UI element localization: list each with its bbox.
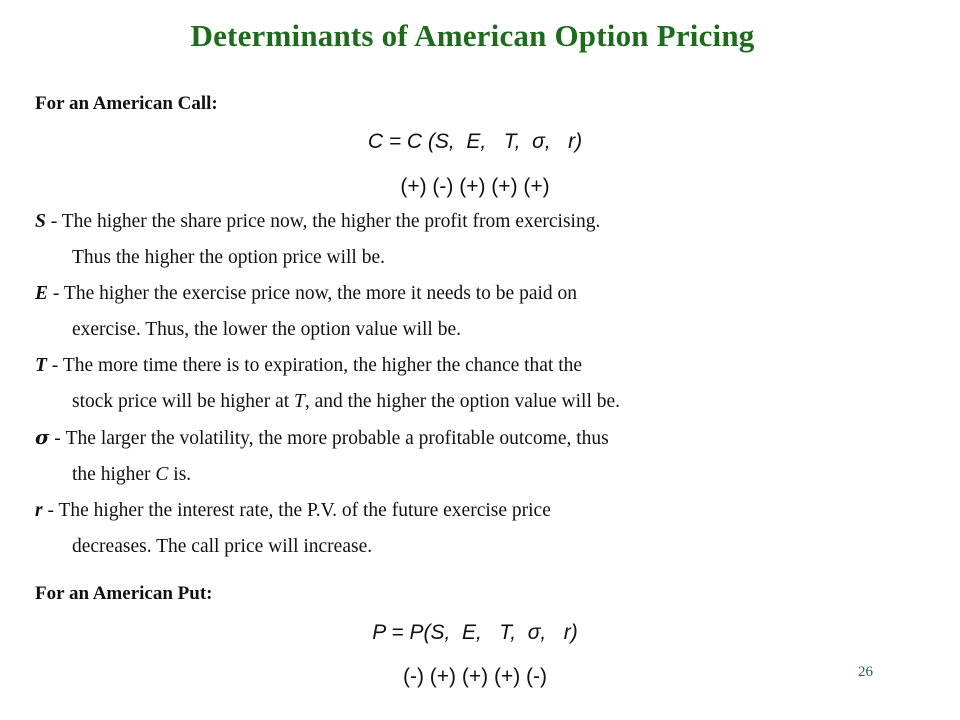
determinant-text: - The higher the share price now, the higher the profit from exercising. [45,211,601,232]
determinant-item-sigma [35,420,835,493]
determinant-variable: σ [35,426,50,449]
determinant-item-e [35,276,835,348]
determinant-continuation [35,457,835,493]
continuation-variable: C [155,464,169,485]
determinant-continuation: Thus the higher the option price will be. [72,247,386,268]
determinant-list [35,204,835,565]
determinant-continuation [35,384,835,420]
continuation-text: the higher [72,464,156,485]
determinant-variable: T [35,355,47,376]
put-heading: For an American Put: [35,583,213,604]
continuation-text: stock price will be higher at [72,391,295,412]
determinant-item-t [35,348,835,420]
call-sign-row: (+) (-) (+) (+) (+) [400,175,550,198]
call-formula: C = C (S, E, T, σ, r) [367,130,583,153]
put-formula: P = P(S, E, T, σ, r) [372,621,578,644]
determinant-variable: E [35,283,49,304]
continuation-text: is. [168,464,192,485]
call-heading: For an American Call: [35,93,218,114]
determinant-text: - The larger the volatility, the more probable a profitable outcome, thus [49,428,609,449]
determinant-variable: r [35,500,43,521]
page-number: 26 [858,664,873,680]
determinant-text: - The higher the exercise price now, the more it needs to be paid on [48,283,578,304]
determinant-item-s [35,204,835,276]
determinant-continuation: exercise. Thus, the lower the option value will be. [72,319,461,340]
continuation-text: , and the higher the option value will be. [304,391,621,412]
put-sign-row: (-) (+) (+) (+) (-) [402,665,548,688]
determinant-text: - The higher the interest rate, the P.V. of the future exercise price [42,500,551,521]
determinant-variable: S [35,211,46,232]
determinant-item-r [35,493,835,565]
continuation-variable: T [294,391,305,412]
slide-title: Determinants of American Option Pricing [190,18,755,53]
determinant-continuation: decreases. The call price will increase. [72,536,373,557]
determinant-text: - The more time there is to expiration, the higher the chance that the [46,355,583,376]
